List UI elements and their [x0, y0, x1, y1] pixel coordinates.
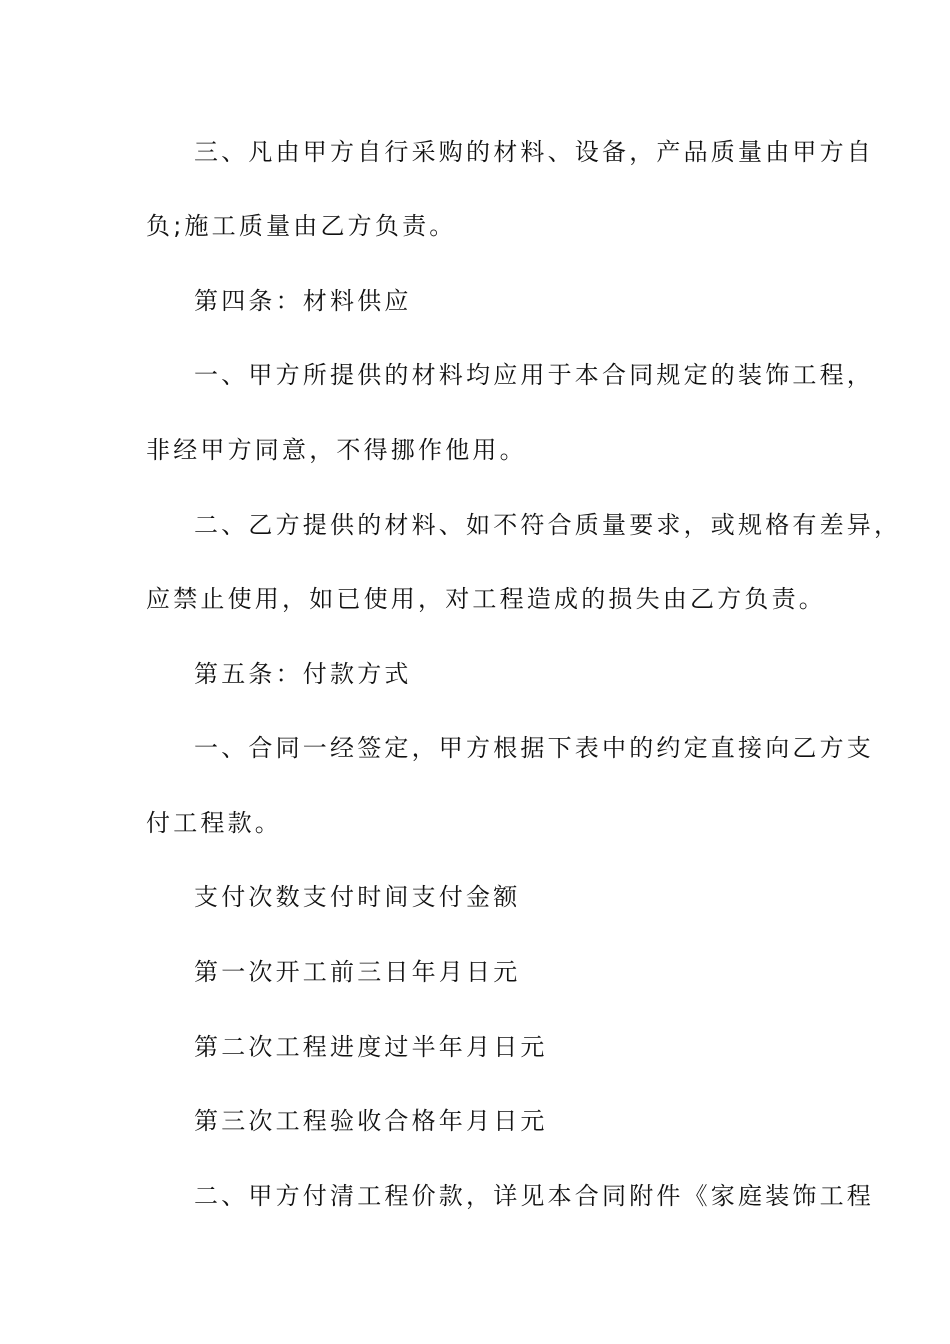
section-heading: 第四条：材料供应 — [194, 287, 412, 315]
paragraph-line: 二、乙方提供的材料、如不符合质量要求，或规格有差异， — [194, 511, 902, 539]
paragraph-line: 三、凡由甲方自行采购的材料、设备，产品质量由甲方自 — [194, 138, 874, 166]
section-heading: 第五条：付款方式 — [194, 660, 412, 688]
paragraph-line: 一、合同一经签定，甲方根据下表中的约定直接向乙方支 — [194, 734, 874, 762]
paragraph-line: 负;施工质量由乙方负责。 — [146, 212, 457, 240]
payment-table-row: 第一次开工前三日年月日元 — [194, 958, 521, 986]
payment-table-header: 支付次数支付时间支付金额 — [194, 883, 521, 911]
payment-table-row: 第三次工程验收合格年月日元 — [194, 1107, 548, 1135]
paragraph-line: 付工程款。 — [146, 809, 282, 837]
paragraph-line: 一、甲方所提供的材料均应用于本合同规定的装饰工程， — [194, 361, 874, 389]
paragraph-line: 二、甲方付清工程价款，详见本合同附件《家庭装饰工程 — [194, 1182, 874, 1210]
paragraph-line: 非经甲方同意，不得挪作他用。 — [146, 436, 527, 464]
paragraph-line: 应禁止使用，如已使用，对工程造成的损失由乙方负责。 — [146, 585, 826, 613]
payment-table-row: 第二次工程进度过半年月日元 — [194, 1033, 548, 1061]
